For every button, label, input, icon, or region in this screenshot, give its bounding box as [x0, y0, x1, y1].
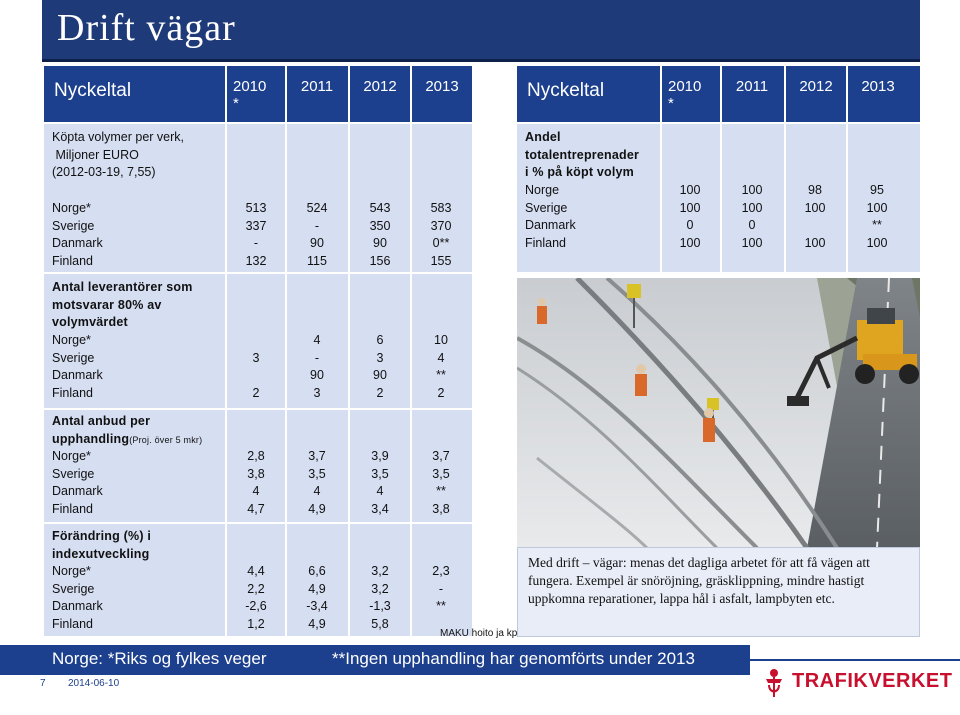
left-year-2010: 2010 *: [233, 78, 267, 112]
right-year-2010: 2010 *: [668, 78, 702, 112]
left-year-2013: 2013: [425, 78, 459, 95]
row-labels: Norge Sverige Danmark Finland: [525, 183, 576, 250]
values-2012: 3,2 3,2 -1,3 5,8: [369, 564, 391, 631]
section-label-bids: Antal anbud per upphandling(Proj. över 5 mkr): [52, 414, 203, 446]
column-divider: [660, 66, 662, 272]
column-divider: [410, 66, 412, 636]
section-label-volumes: Köpta volymer per verk, Miljoner EURO (2012-03-19, 7,55): [52, 130, 184, 180]
values-2011: 524 - 90 115: [306, 201, 328, 268]
page-number: 7: [40, 678, 46, 689]
row-labels: Norge* Sverige Danmark Finland: [52, 333, 103, 400]
section-label-note: (Proj. över 5 mkr): [129, 434, 203, 445]
values-2011: 100 100 0 100: [741, 183, 763, 250]
logo-wordmark: TRAFIKVERKET: [792, 670, 953, 692]
row-labels: Norge* Sverige Danmark Finland: [52, 449, 103, 516]
right-year-2013: 2013: [861, 78, 895, 95]
caption-box: Med drift – vägar: menas det dagliga arbetet för att få vägen att fungera. Exempel är snöröjning, gräsklippning, mindre hastigt uppkomna reparationer, lappa hål i asfalt, lampbyten etc.: [517, 547, 920, 637]
values-2013: 2,3 - **: [432, 564, 450, 614]
values-2011: 4 - 90 3: [310, 333, 324, 400]
values-2011: 3,7 3,5 4 4,9: [308, 449, 326, 516]
values-2013: 3,7 3,5 ** 3,8: [432, 449, 450, 516]
left-header-label: Nyckeltal: [54, 80, 132, 101]
values-2010: 3 2: [252, 350, 260, 400]
row-danmark: Danmark: [52, 236, 103, 251]
values-2012: 543 350 90 156: [369, 201, 391, 268]
section-label-share: Andel totalentreprenader i % på köpt volym: [525, 130, 640, 180]
row-finland: Finland: [52, 253, 93, 268]
column-divider: [348, 66, 350, 636]
footer-date: 2014-06-10: [68, 678, 120, 689]
right-year-2012: 2012: [799, 78, 833, 95]
row-norge: Norge*: [52, 201, 91, 215]
section-label-suppliers: Antal leverantörer som motsvarar 80% av volymvärdet: [52, 280, 193, 330]
values-2012: 6 3 90 2: [373, 333, 387, 400]
column-divider: [720, 66, 722, 272]
values-2013: 95 100 ** 100: [866, 183, 888, 250]
photo-credit: MAKU hoito ja kp: [440, 628, 518, 639]
row-sverige: Sverige: [52, 218, 95, 233]
road-maintenance-photo: [517, 278, 920, 548]
left-year-2012: 2012: [363, 78, 397, 95]
column-divider: [285, 66, 287, 636]
section-label-index: Förändring (%) i indexutveckling: [52, 529, 152, 561]
footer-line: [750, 659, 960, 661]
values-2012: 98 100 100: [804, 183, 826, 250]
values-2013: 10 4 ** 2: [434, 333, 448, 400]
column-divider: [225, 66, 227, 636]
values-2010: 100 100 0 100: [679, 183, 701, 250]
slide-title: Drift vägar: [57, 7, 236, 49]
photo-image: [517, 278, 920, 548]
left-year-2011: 2011: [300, 78, 334, 95]
row-labels: Norge* Sverige Danmark Finland: [52, 564, 103, 631]
right-header-label: Nyckeltal: [527, 80, 605, 101]
row-labels: [52, 200, 103, 270]
values-2010: 513 337 - 132: [245, 201, 267, 268]
values-2011: 6,6 4,9 -3,4 4,9: [306, 564, 328, 631]
right-year-2011: 2011: [735, 78, 769, 95]
values-2013: 583 370 0** 155: [430, 201, 452, 268]
values-2010: 4,4 2,2 -2,6 1,2: [245, 564, 267, 631]
values-2010: 2,8 3,8 4 4,7: [247, 449, 265, 516]
footer-note-norge: Norge: *Riks og fylkes veger: [52, 649, 267, 668]
footer-note-upphandling: **Ingen upphandling har genomförts under 2013: [332, 649, 695, 668]
column-divider: [784, 66, 786, 272]
values-2012: 3,9 3,5 4 3,4: [371, 449, 389, 516]
column-divider: [846, 66, 848, 272]
